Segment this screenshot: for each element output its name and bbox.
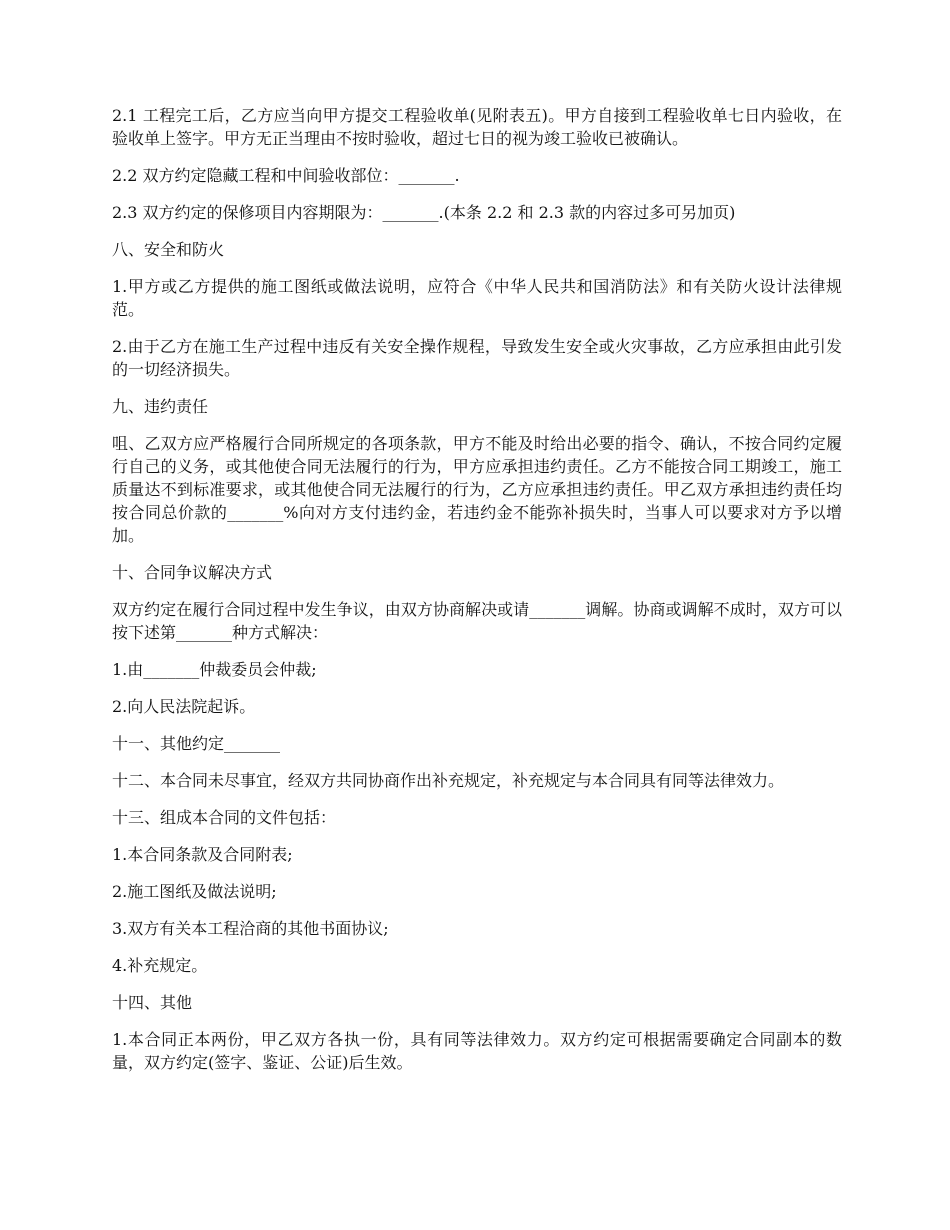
contract-document-4: 4.补充规定。 bbox=[112, 956, 208, 975]
contract-document-1: 1.本合同条款及合同附表; bbox=[112, 845, 293, 864]
clause-2-2: 2.2 双方约定隐藏工程和中间验收部位：_______. bbox=[112, 166, 460, 185]
dispute-option-1: 1.由_______仲裁委员会仲裁; bbox=[112, 660, 317, 679]
clause-2-1: 2.1 工程完工后，乙方应当向甲方提交工程验收单(见附表五)。甲方自接到工程验收单七日内验收，在验收单上签字。甲方无正当理由不按时验收，超过七日的视为竣工验收已被确认。 bbox=[112, 106, 842, 148]
other-clause-1: 1.本合同正本两份，甲乙双方各执一份，具有同等法律效力。双方约定可根据需要确定合同副本的数量，双方约定(签字、鉴证、公证)后生效。 bbox=[112, 1030, 842, 1072]
section-heading-other: 十四、其他 bbox=[112, 993, 193, 1012]
section-heading-contract-documents: 十三、组成本合同的文件包括： bbox=[112, 808, 337, 827]
section-heading-liability: 九、违约责任 bbox=[112, 397, 209, 416]
contract-document-2: 2.施工图纸及做法说明; bbox=[112, 882, 277, 901]
dispute-clause: 双方约定在履行合同过程中发生争议，由双方协商解决或请_______调解。协商或调解不成时，双方可以按下述第_______种方式解决： bbox=[112, 600, 842, 642]
section-heading-safety: 八、安全和防火 bbox=[112, 240, 225, 259]
safety-clause-2: 2.由于乙方在施工生产过程中违反有关安全操作规程，导致发生安全或火灾事故，乙方应承担由此引发的一切经济损失。 bbox=[112, 337, 842, 379]
safety-clause-1: 1.甲方或乙方提供的施工图纸或做法说明，应符合《中华人民共和国消防法》和有关防火设计法律规范。 bbox=[112, 277, 842, 319]
clause-2-3: 2.3 双方约定的保修项目内容期限为：_______.(本条 2.2 和 2.3 款的内容过多可另加页) bbox=[112, 203, 736, 222]
liability-clause: 咀、乙双方应严格履行合同所规定的各项条款，甲方不能及时给出必要的指令、确认，不按合同约定履行自己的义务，或其他使合同无法履行的行为，甲方应承担违约责任。乙方不能按合同工期竣工，施工质量达不到标准要求，或其他使合同无法履行的行为，乙方应承担违约责任。甲乙双方承担违约责任均按合同总价款的_______%向对方支付违约金，若违约金不能弥补损失时，当事人可以要求对方予以增加。 bbox=[112, 434, 842, 545]
section-supplementary-rules: 十二、本合同未尽事宜，经双方共同协商作出补充规定，补充规定与本合同具有同等法律效力。 bbox=[112, 771, 785, 790]
section-heading-dispute: 十、合同争议解决方式 bbox=[112, 563, 273, 582]
section-heading-other-agreements: 十一、其他约定_______ bbox=[112, 734, 281, 753]
contract-document-3: 3.双方有关本工程洽商的其他书面协议; bbox=[112, 919, 389, 938]
dispute-option-2: 2.向人民法院起诉。 bbox=[112, 697, 256, 716]
document-body bbox=[112, 104, 842, 1088]
